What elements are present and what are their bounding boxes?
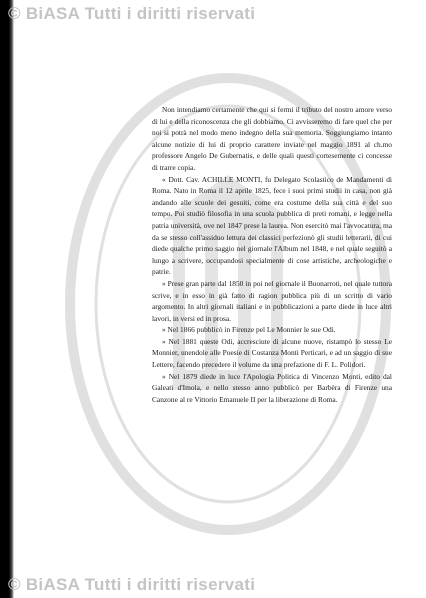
copyright-watermark-bottom: © BiASA Tutti i diritti riservati [8,575,256,594]
paragraph-buonarroti: » Prese gran parte dal 1850 in poi nel giornale il Buonarroti, nel quale tuttora scrive, e in esso in già fatto di ragion pubblica più di un scritto di vario argomento. In altri giornali italiani e in pubblicazioni a parte diede in luce altri lavori, in versi ed in prosa. [152,278,392,323]
paragraph-odi-1881: » Nel 1881 queste Odi, accresciute di alcune nuove, ristampò lo stesso Le Monnier, unendole alle Poesie di Costanza Monti Perticari, e ad un saggio di sue Lettere, facendo precedere il volume da una prefazione di F. L. Polidori. [152,336,392,370]
paragraph-odi-1866: » Nel 1866 pubblicò in Firenze pel Le Monnier le sue Odi. [162,325,336,335]
paragraph-intro: Non intendiamo certamente che qui si fermi il tributo del nostro amore verso di lui e della riconoscenza che gli dobbiamo. Ci avvisseremo di fare quel che per noi si potrà nel modo meno indegno della sua memoria. Soggiungiamo intanto alcune notizie di lui di proprio carattere inviate nel maggio 1891 al ch.mo professore Angelo De Gubernatis, e delle quali questi cortesemente ci concesse di trarre copia. [152,105,392,172]
paragraph-apologia-1879: » Nel 1879 diede in luce l'Apologia Politica di Vincenzo Monti, edito dal Galeati d'Imola, e nello stesso anno pubblicò per Barbèra di Firenze una Canzone al re Vittorio Emanuele II per la liberazione di Roma. [152,371,392,404]
book-page-text [152,104,392,405]
paragraph-biography: « Dott. Cav. ACHILLE MONTI, fu Delegato Scolastico de Mandamenti di Roma. Nato in Roma il 12 aprile 1825, fece i suoi primi studii in casa, non già andando alle scuole dei gesuiti, come era costume della sua città e del suo tempo. Poi studiò filosofia in una scuola pubblica di preti romani, e legge nella patria università, ove nel 1847 prese la laurea. Non esercitò mai l'avvocatura, ma da se stesso coll'assiduo lettura dei classici perfezionò gli studii letterarii, di cui diede qualche primo saggio nel giornale l'Album nel 1848, e nel quale seguitò a lungo a scrivere, occupandosi specialmente di cose artistiche, archeologiche e patrie. [152,174,392,277]
copyright-watermark-top: © BiASA Tutti i diritti riservati [8,4,256,23]
binding-shadow [0,0,14,598]
